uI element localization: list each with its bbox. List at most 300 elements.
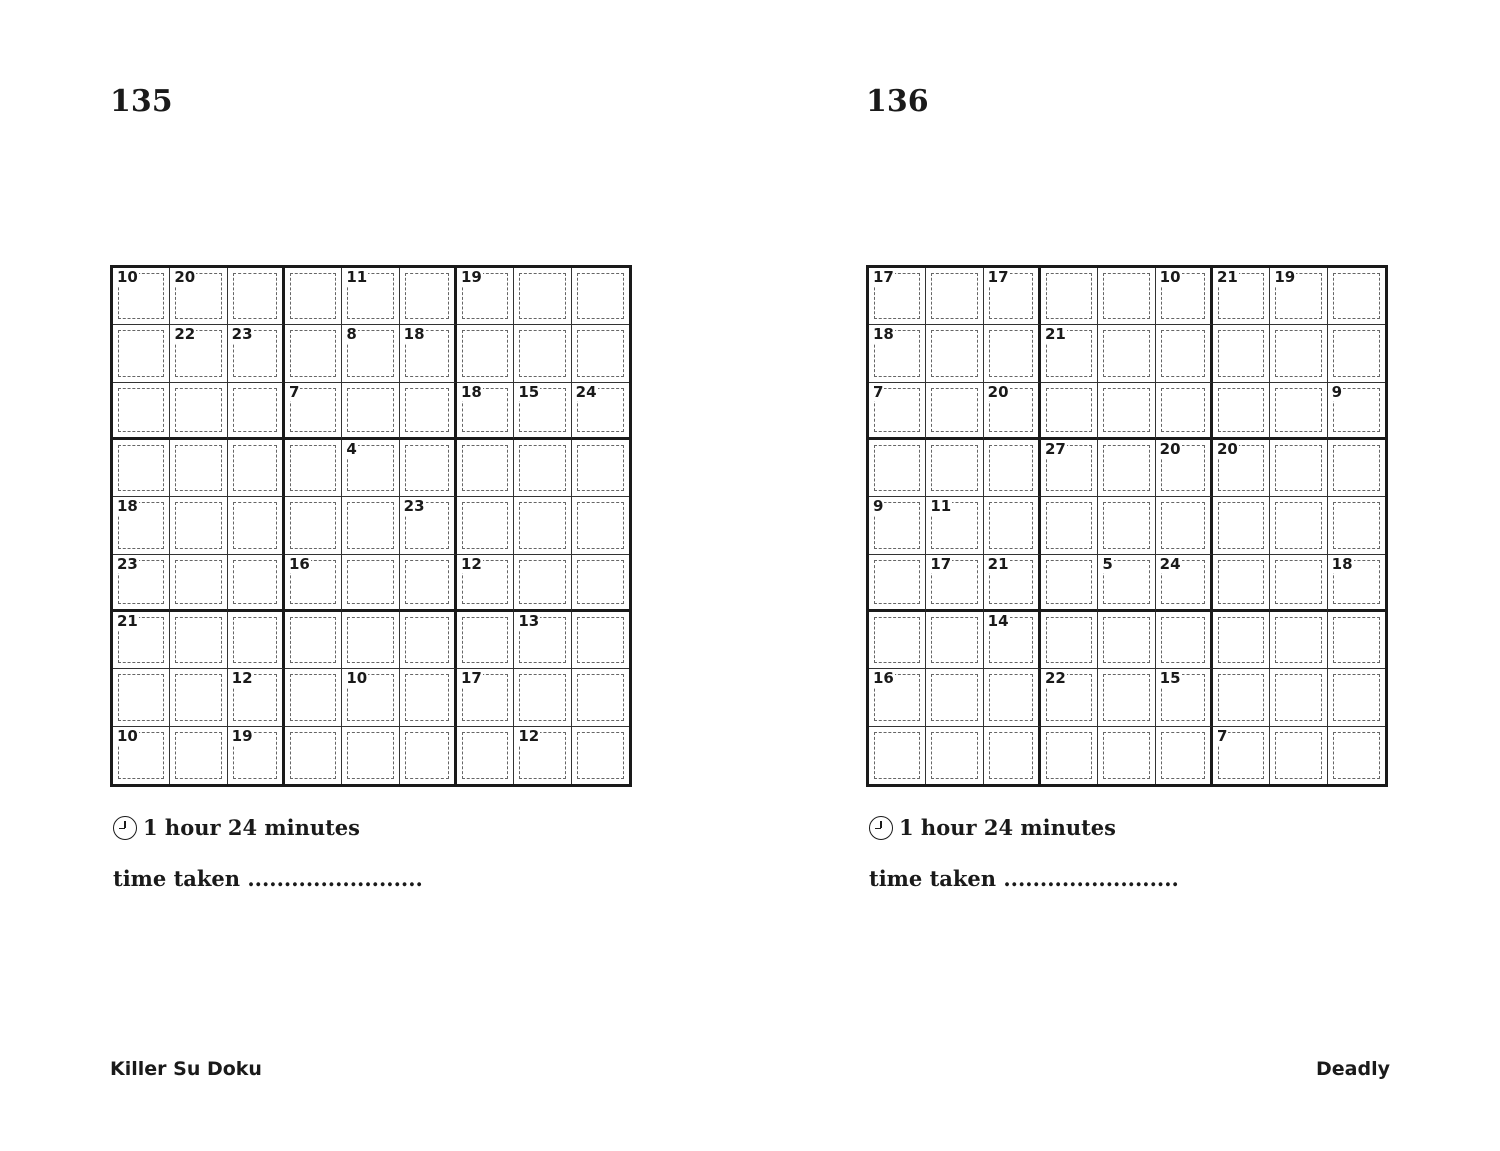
sudoku-cell[interactable] bbox=[113, 727, 170, 784]
sudoku-cell[interactable] bbox=[285, 727, 342, 784]
sudoku-cell[interactable] bbox=[514, 383, 571, 440]
sudoku-cell[interactable] bbox=[869, 440, 926, 497]
sudoku-cell[interactable] bbox=[170, 669, 227, 726]
sudoku-cell[interactable] bbox=[984, 497, 1041, 554]
cage-sum-clue: 4 bbox=[346, 440, 357, 458]
sudoku-cell[interactable] bbox=[1156, 612, 1213, 669]
cage-sum-clue: 13 bbox=[518, 612, 540, 630]
sudoku-cell[interactable] bbox=[228, 440, 285, 497]
sudoku-cell[interactable] bbox=[1041, 325, 1098, 382]
cage-outline bbox=[989, 674, 1033, 720]
sudoku-cell[interactable] bbox=[170, 727, 227, 784]
clock-icon bbox=[113, 816, 137, 840]
sudoku-cell[interactable] bbox=[228, 325, 285, 382]
sudoku-cell[interactable] bbox=[984, 555, 1041, 612]
cage-sum-clue: 18 bbox=[403, 325, 425, 344]
sudoku-cell[interactable] bbox=[926, 669, 983, 726]
sudoku-cell[interactable] bbox=[514, 669, 571, 726]
sudoku-cell[interactable] bbox=[457, 669, 514, 726]
cage-sum-clue: 9 bbox=[873, 497, 884, 516]
sudoku-cell[interactable] bbox=[1098, 497, 1155, 554]
cage-sum-clue: 21 bbox=[1217, 268, 1238, 286]
sudoku-cell[interactable] bbox=[514, 727, 571, 784]
sudoku-cell[interactable] bbox=[342, 555, 399, 612]
sudoku-cell[interactable] bbox=[572, 268, 629, 325]
sudoku-cell[interactable] bbox=[342, 440, 399, 497]
cage-outline bbox=[931, 674, 977, 720]
cage-outline bbox=[405, 674, 449, 720]
sudoku-cell[interactable] bbox=[1041, 440, 1098, 497]
sudoku-cell[interactable] bbox=[400, 325, 457, 382]
cage-outline bbox=[1046, 732, 1092, 779]
sudoku-cell[interactable] bbox=[1270, 612, 1327, 669]
sudoku-cell[interactable] bbox=[514, 325, 571, 382]
cage-outline bbox=[1103, 388, 1149, 432]
cage-sum-clue: 17 bbox=[987, 268, 1009, 286]
cage-outline bbox=[1161, 330, 1205, 376]
cage-outline bbox=[462, 502, 508, 548]
cage-sum-clue: 17 bbox=[873, 268, 894, 286]
book-title-footer: Killer Su Doku bbox=[110, 1058, 262, 1080]
sudoku-cell[interactable] bbox=[1328, 727, 1385, 784]
sudoku-cell[interactable] bbox=[926, 555, 983, 612]
sudoku-cell[interactable] bbox=[400, 555, 457, 612]
puzzle-136-number: 136 bbox=[866, 84, 929, 119]
sudoku-cell[interactable] bbox=[1156, 325, 1213, 382]
cage-outline bbox=[1275, 674, 1321, 720]
cage-outline bbox=[290, 330, 336, 376]
sudoku-cell[interactable] bbox=[400, 612, 457, 669]
puzzle-135-time-taken: time taken ........................ bbox=[113, 866, 423, 891]
cage-outline bbox=[931, 330, 977, 376]
sudoku-cell[interactable] bbox=[113, 555, 170, 612]
sudoku-cell[interactable] bbox=[926, 612, 983, 669]
sudoku-cell[interactable] bbox=[1213, 612, 1270, 669]
sudoku-cell[interactable] bbox=[170, 555, 227, 612]
cage-outline bbox=[519, 560, 565, 604]
cage-outline bbox=[989, 330, 1033, 376]
sudoku-cell[interactable] bbox=[400, 383, 457, 440]
cage-outline bbox=[1333, 330, 1380, 376]
cage-outline bbox=[519, 674, 565, 720]
sudoku-cell[interactable] bbox=[514, 268, 571, 325]
cage-outline bbox=[989, 732, 1033, 779]
sudoku-cell[interactable] bbox=[1328, 555, 1385, 612]
cage-outline bbox=[1333, 732, 1380, 779]
cage-sum-clue: 7 bbox=[289, 382, 300, 401]
sudoku-cell[interactable] bbox=[1098, 268, 1155, 325]
sudoku-cell[interactable] bbox=[1156, 383, 1213, 440]
cage-outline bbox=[233, 502, 277, 548]
sudoku-cell[interactable] bbox=[1213, 669, 1270, 726]
sudoku-cell[interactable] bbox=[285, 268, 342, 325]
cage-outline bbox=[233, 273, 277, 319]
sudoku-cell[interactable] bbox=[285, 497, 342, 554]
sudoku-cell[interactable] bbox=[984, 612, 1041, 669]
cage-outline bbox=[175, 732, 221, 779]
cage-outline bbox=[874, 560, 920, 604]
cage-outline bbox=[175, 445, 221, 491]
cage-sum-clue: 12 bbox=[518, 726, 540, 745]
cage-outline bbox=[519, 502, 565, 548]
sudoku-cell[interactable] bbox=[1041, 669, 1098, 726]
sudoku-cell[interactable] bbox=[1098, 612, 1155, 669]
sudoku-cell[interactable] bbox=[228, 727, 285, 784]
cage-outline bbox=[1275, 560, 1321, 604]
sudoku-cell[interactable] bbox=[1328, 383, 1385, 440]
sudoku-cell[interactable] bbox=[1270, 383, 1327, 440]
puzzle-136-time-taken: time taken ........................ bbox=[869, 866, 1179, 891]
cage-outline bbox=[290, 674, 336, 720]
sudoku-cell[interactable] bbox=[228, 383, 285, 440]
cage-outline bbox=[290, 617, 336, 663]
sudoku-cell[interactable] bbox=[113, 612, 170, 669]
sudoku-cell[interactable] bbox=[1328, 325, 1385, 382]
sudoku-cell[interactable] bbox=[285, 612, 342, 669]
sudoku-cell[interactable] bbox=[285, 325, 342, 382]
sudoku-cell[interactable] bbox=[228, 669, 285, 726]
puzzle-135-target-time bbox=[113, 815, 360, 840]
cage-sum-clue: 23 bbox=[231, 325, 253, 344]
sudoku-cell[interactable] bbox=[984, 440, 1041, 497]
sudoku-cell[interactable] bbox=[1156, 555, 1213, 612]
cage-outline bbox=[175, 674, 221, 720]
cage-outline bbox=[577, 732, 624, 779]
cage-outline bbox=[931, 273, 977, 319]
cage-outline bbox=[1046, 560, 1092, 604]
sudoku-cell[interactable] bbox=[1328, 268, 1385, 325]
difficulty-footer: Deadly bbox=[1316, 1058, 1390, 1080]
sudoku-cell[interactable] bbox=[1270, 497, 1327, 554]
cage-outline bbox=[347, 617, 393, 663]
puzzle-136-grid bbox=[866, 265, 1388, 787]
sudoku-cell[interactable] bbox=[1098, 669, 1155, 726]
cage-outline bbox=[577, 674, 624, 720]
cage-outline bbox=[1218, 617, 1264, 663]
target-time-text: 1 hour 24 minutes bbox=[143, 815, 360, 840]
sudoku-cell[interactable] bbox=[1213, 440, 1270, 497]
cage-outline bbox=[1275, 732, 1321, 779]
cage-outline bbox=[347, 732, 393, 779]
cage-outline bbox=[519, 330, 565, 376]
sudoku-cell[interactable] bbox=[228, 268, 285, 325]
cage-outline bbox=[1103, 732, 1149, 779]
cage-outline bbox=[1275, 617, 1321, 663]
cage-sum-clue: 16 bbox=[289, 554, 310, 573]
cage-sum-clue: 23 bbox=[403, 497, 425, 516]
cage-sum-clue: 22 bbox=[1045, 669, 1066, 688]
sudoku-cell[interactable] bbox=[1041, 268, 1098, 325]
cage-sum-clue: 21 bbox=[987, 554, 1009, 573]
cage-sum-clue: 11 bbox=[346, 268, 368, 286]
sudoku-cell[interactable] bbox=[113, 669, 170, 726]
cage-outline bbox=[519, 445, 565, 491]
sudoku-cell[interactable] bbox=[170, 497, 227, 554]
sudoku-cell[interactable] bbox=[1041, 383, 1098, 440]
cage-outline bbox=[1161, 732, 1205, 779]
sudoku-cell[interactable] bbox=[1156, 440, 1213, 497]
cage-outline bbox=[290, 273, 336, 319]
sudoku-cell[interactable] bbox=[457, 555, 514, 612]
cage-sum-clue: 21 bbox=[1045, 325, 1066, 344]
sudoku-cell[interactable] bbox=[1328, 612, 1385, 669]
sudoku-cell[interactable] bbox=[170, 268, 227, 325]
sudoku-cell[interactable] bbox=[1270, 325, 1327, 382]
clock-icon bbox=[869, 816, 893, 840]
cage-outline bbox=[874, 445, 920, 491]
cage-outline bbox=[1103, 617, 1149, 663]
cage-outline bbox=[1046, 273, 1092, 319]
cage-outline bbox=[577, 330, 624, 376]
cage-outline bbox=[1218, 560, 1264, 604]
cage-outline bbox=[1333, 445, 1380, 491]
sudoku-cell[interactable] bbox=[457, 497, 514, 554]
cage-outline bbox=[462, 732, 508, 779]
cage-sum-clue: 23 bbox=[117, 554, 138, 573]
cage-outline bbox=[405, 445, 449, 491]
sudoku-cell[interactable] bbox=[572, 669, 629, 726]
cage-outline bbox=[1275, 330, 1321, 376]
sudoku-cell[interactable] bbox=[869, 383, 926, 440]
sudoku-cell[interactable] bbox=[926, 383, 983, 440]
cage-outline bbox=[1218, 330, 1264, 376]
cage-outline bbox=[233, 445, 277, 491]
sudoku-cell[interactable] bbox=[572, 440, 629, 497]
cage-sum-clue: 20 bbox=[174, 268, 196, 286]
sudoku-cell[interactable] bbox=[869, 612, 926, 669]
cage-sum-clue: 20 bbox=[1159, 440, 1181, 458]
cage-sum-clue: 10 bbox=[117, 726, 138, 745]
sudoku-cell[interactable] bbox=[1156, 497, 1213, 554]
cage-outline bbox=[1103, 273, 1149, 319]
cage-outline bbox=[1333, 674, 1380, 720]
sudoku-cell[interactable] bbox=[228, 612, 285, 669]
cage-outline bbox=[931, 445, 977, 491]
cage-outline bbox=[1161, 502, 1205, 548]
cage-sum-clue: 18 bbox=[1331, 554, 1353, 573]
sudoku-cell[interactable] bbox=[113, 268, 170, 325]
cage-outline bbox=[347, 502, 393, 548]
sudoku-cell[interactable] bbox=[1270, 669, 1327, 726]
sudoku-cell[interactable] bbox=[1328, 497, 1385, 554]
cage-sum-clue: 16 bbox=[873, 669, 894, 688]
cage-sum-clue: 27 bbox=[1045, 440, 1066, 458]
sudoku-cell[interactable] bbox=[572, 325, 629, 382]
cage-sum-clue: 15 bbox=[518, 382, 540, 401]
sudoku-cell[interactable] bbox=[342, 383, 399, 440]
cage-outline bbox=[405, 388, 449, 432]
sudoku-cell[interactable] bbox=[1156, 268, 1213, 325]
sudoku-cell[interactable] bbox=[869, 727, 926, 784]
sudoku-cell[interactable] bbox=[1156, 727, 1213, 784]
sudoku-cell[interactable] bbox=[926, 325, 983, 382]
sudoku-cell[interactable] bbox=[457, 727, 514, 784]
cage-outline bbox=[405, 560, 449, 604]
sudoku-cell[interactable] bbox=[342, 727, 399, 784]
sudoku-cell[interactable] bbox=[342, 325, 399, 382]
sudoku-cell[interactable] bbox=[1270, 440, 1327, 497]
sudoku-cell[interactable] bbox=[1328, 440, 1385, 497]
cage-sum-clue: 18 bbox=[117, 497, 138, 516]
sudoku-cell[interactable] bbox=[926, 727, 983, 784]
sudoku-cell[interactable] bbox=[869, 268, 926, 325]
sudoku-cell[interactable] bbox=[984, 669, 1041, 726]
sudoku-cell[interactable] bbox=[285, 383, 342, 440]
sudoku-cell[interactable] bbox=[572, 497, 629, 554]
cage-outline bbox=[1103, 330, 1149, 376]
sudoku-cell[interactable] bbox=[342, 497, 399, 554]
cage-outline bbox=[118, 388, 164, 432]
cage-outline bbox=[405, 617, 449, 663]
sudoku-cell[interactable] bbox=[869, 555, 926, 612]
sudoku-cell[interactable] bbox=[113, 383, 170, 440]
cage-outline bbox=[577, 617, 624, 663]
sudoku-cell[interactable] bbox=[457, 440, 514, 497]
cage-outline bbox=[931, 732, 977, 779]
sudoku-cell[interactable] bbox=[869, 669, 926, 726]
cage-outline bbox=[462, 617, 508, 663]
sudoku-cell[interactable] bbox=[926, 497, 983, 554]
sudoku-cell[interactable] bbox=[170, 440, 227, 497]
sudoku-cell[interactable] bbox=[285, 440, 342, 497]
sudoku-cell[interactable] bbox=[514, 497, 571, 554]
cage-outline bbox=[1103, 502, 1149, 548]
cage-sum-clue: 20 bbox=[1217, 440, 1238, 458]
cage-sum-clue: 7 bbox=[873, 382, 884, 401]
sudoku-cell[interactable] bbox=[113, 440, 170, 497]
puzzle-136-target-time bbox=[869, 815, 1116, 840]
sudoku-cell[interactable] bbox=[342, 669, 399, 726]
cage-outline bbox=[874, 617, 920, 663]
sudoku-cell[interactable] bbox=[400, 497, 457, 554]
sudoku-cell[interactable] bbox=[926, 268, 983, 325]
sudoku-cell[interactable] bbox=[572, 555, 629, 612]
cage-outline bbox=[577, 445, 624, 491]
sudoku-cell[interactable] bbox=[400, 440, 457, 497]
sudoku-cell[interactable] bbox=[1213, 497, 1270, 554]
cage-sum-clue: 18 bbox=[873, 325, 894, 344]
sudoku-cell[interactable] bbox=[1270, 268, 1327, 325]
sudoku-cell[interactable] bbox=[342, 612, 399, 669]
sudoku-cell[interactable] bbox=[228, 555, 285, 612]
sudoku-cell[interactable] bbox=[113, 497, 170, 554]
sudoku-cell[interactable] bbox=[572, 612, 629, 669]
cage-outline bbox=[118, 674, 164, 720]
cage-outline bbox=[989, 502, 1033, 548]
cage-sum-clue: 15 bbox=[1159, 669, 1181, 688]
sudoku-cell[interactable] bbox=[400, 727, 457, 784]
cage-outline bbox=[118, 445, 164, 491]
sudoku-cell[interactable] bbox=[1213, 383, 1270, 440]
sudoku-cell[interactable] bbox=[514, 440, 571, 497]
puzzle-135-number: 135 bbox=[110, 84, 173, 119]
sudoku-cell[interactable] bbox=[1041, 727, 1098, 784]
sudoku-cell[interactable] bbox=[1098, 727, 1155, 784]
sudoku-cell[interactable] bbox=[1098, 440, 1155, 497]
sudoku-cell[interactable] bbox=[984, 383, 1041, 440]
sudoku-cell[interactable] bbox=[457, 325, 514, 382]
sudoku-cell[interactable] bbox=[285, 669, 342, 726]
cage-outline bbox=[1333, 273, 1380, 319]
cage-outline bbox=[290, 502, 336, 548]
cage-sum-clue: 5 bbox=[1102, 554, 1113, 573]
sudoku-cell[interactable] bbox=[1213, 325, 1270, 382]
sudoku-cell[interactable] bbox=[285, 555, 342, 612]
sudoku-cell[interactable] bbox=[1098, 383, 1155, 440]
cage-outline bbox=[1218, 502, 1264, 548]
sudoku-cell[interactable] bbox=[1041, 612, 1098, 669]
sudoku-cell[interactable] bbox=[400, 669, 457, 726]
cage-outline bbox=[1275, 502, 1321, 548]
sudoku-cell[interactable] bbox=[984, 268, 1041, 325]
cage-sum-clue: 24 bbox=[575, 382, 597, 401]
sudoku-cell[interactable] bbox=[113, 325, 170, 382]
sudoku-cell[interactable] bbox=[1098, 325, 1155, 382]
cage-outline bbox=[290, 445, 336, 491]
cage-sum-clue: 14 bbox=[987, 612, 1009, 630]
sudoku-cell[interactable] bbox=[1213, 727, 1270, 784]
sudoku-cell[interactable] bbox=[342, 268, 399, 325]
cage-sum-clue: 18 bbox=[461, 382, 482, 401]
cage-sum-clue: 8 bbox=[346, 325, 357, 344]
sudoku-cell[interactable] bbox=[457, 268, 514, 325]
sudoku-cell[interactable] bbox=[1270, 555, 1327, 612]
sudoku-cell[interactable] bbox=[1098, 555, 1155, 612]
cage-outline bbox=[290, 732, 336, 779]
cage-sum-clue: 19 bbox=[231, 726, 253, 745]
sudoku-cell[interactable] bbox=[1328, 669, 1385, 726]
sudoku-cell[interactable] bbox=[1213, 268, 1270, 325]
sudoku-cell[interactable] bbox=[400, 268, 457, 325]
sudoku-cell[interactable] bbox=[228, 497, 285, 554]
sudoku-cell[interactable] bbox=[1041, 555, 1098, 612]
cage-outline bbox=[405, 732, 449, 779]
cage-outline bbox=[347, 388, 393, 432]
cage-sum-clue: 17 bbox=[930, 554, 952, 573]
sudoku-cell[interactable] bbox=[170, 612, 227, 669]
sudoku-cell[interactable] bbox=[1213, 555, 1270, 612]
cage-outline bbox=[577, 502, 624, 548]
sudoku-cell[interactable] bbox=[869, 325, 926, 382]
cage-sum-clue: 17 bbox=[461, 669, 482, 688]
sudoku-cell[interactable] bbox=[170, 325, 227, 382]
sudoku-cell[interactable] bbox=[1041, 497, 1098, 554]
cage-outline bbox=[233, 617, 277, 663]
cage-outline bbox=[577, 560, 624, 604]
sudoku-cell[interactable] bbox=[1156, 669, 1213, 726]
cage-sum-clue: 20 bbox=[987, 382, 1009, 401]
cage-outline bbox=[1103, 445, 1149, 491]
sudoku-cell[interactable] bbox=[457, 383, 514, 440]
sudoku-cell[interactable] bbox=[514, 555, 571, 612]
sudoku-cell[interactable] bbox=[869, 497, 926, 554]
sudoku-cell[interactable] bbox=[926, 440, 983, 497]
sudoku-cell[interactable] bbox=[170, 383, 227, 440]
sudoku-cell[interactable] bbox=[457, 612, 514, 669]
sudoku-cell[interactable] bbox=[984, 325, 1041, 382]
cage-outline bbox=[347, 560, 393, 604]
sudoku-cell[interactable] bbox=[572, 383, 629, 440]
cage-outline bbox=[1333, 617, 1380, 663]
sudoku-cell[interactable] bbox=[1270, 727, 1327, 784]
cage-sum-clue: 12 bbox=[231, 669, 253, 688]
cage-outline bbox=[931, 388, 977, 432]
sudoku-cell[interactable] bbox=[572, 727, 629, 784]
sudoku-cell[interactable] bbox=[984, 727, 1041, 784]
sudoku-cell[interactable] bbox=[514, 612, 571, 669]
cage-sum-clue: 10 bbox=[346, 669, 368, 688]
cage-outline bbox=[1046, 388, 1092, 432]
